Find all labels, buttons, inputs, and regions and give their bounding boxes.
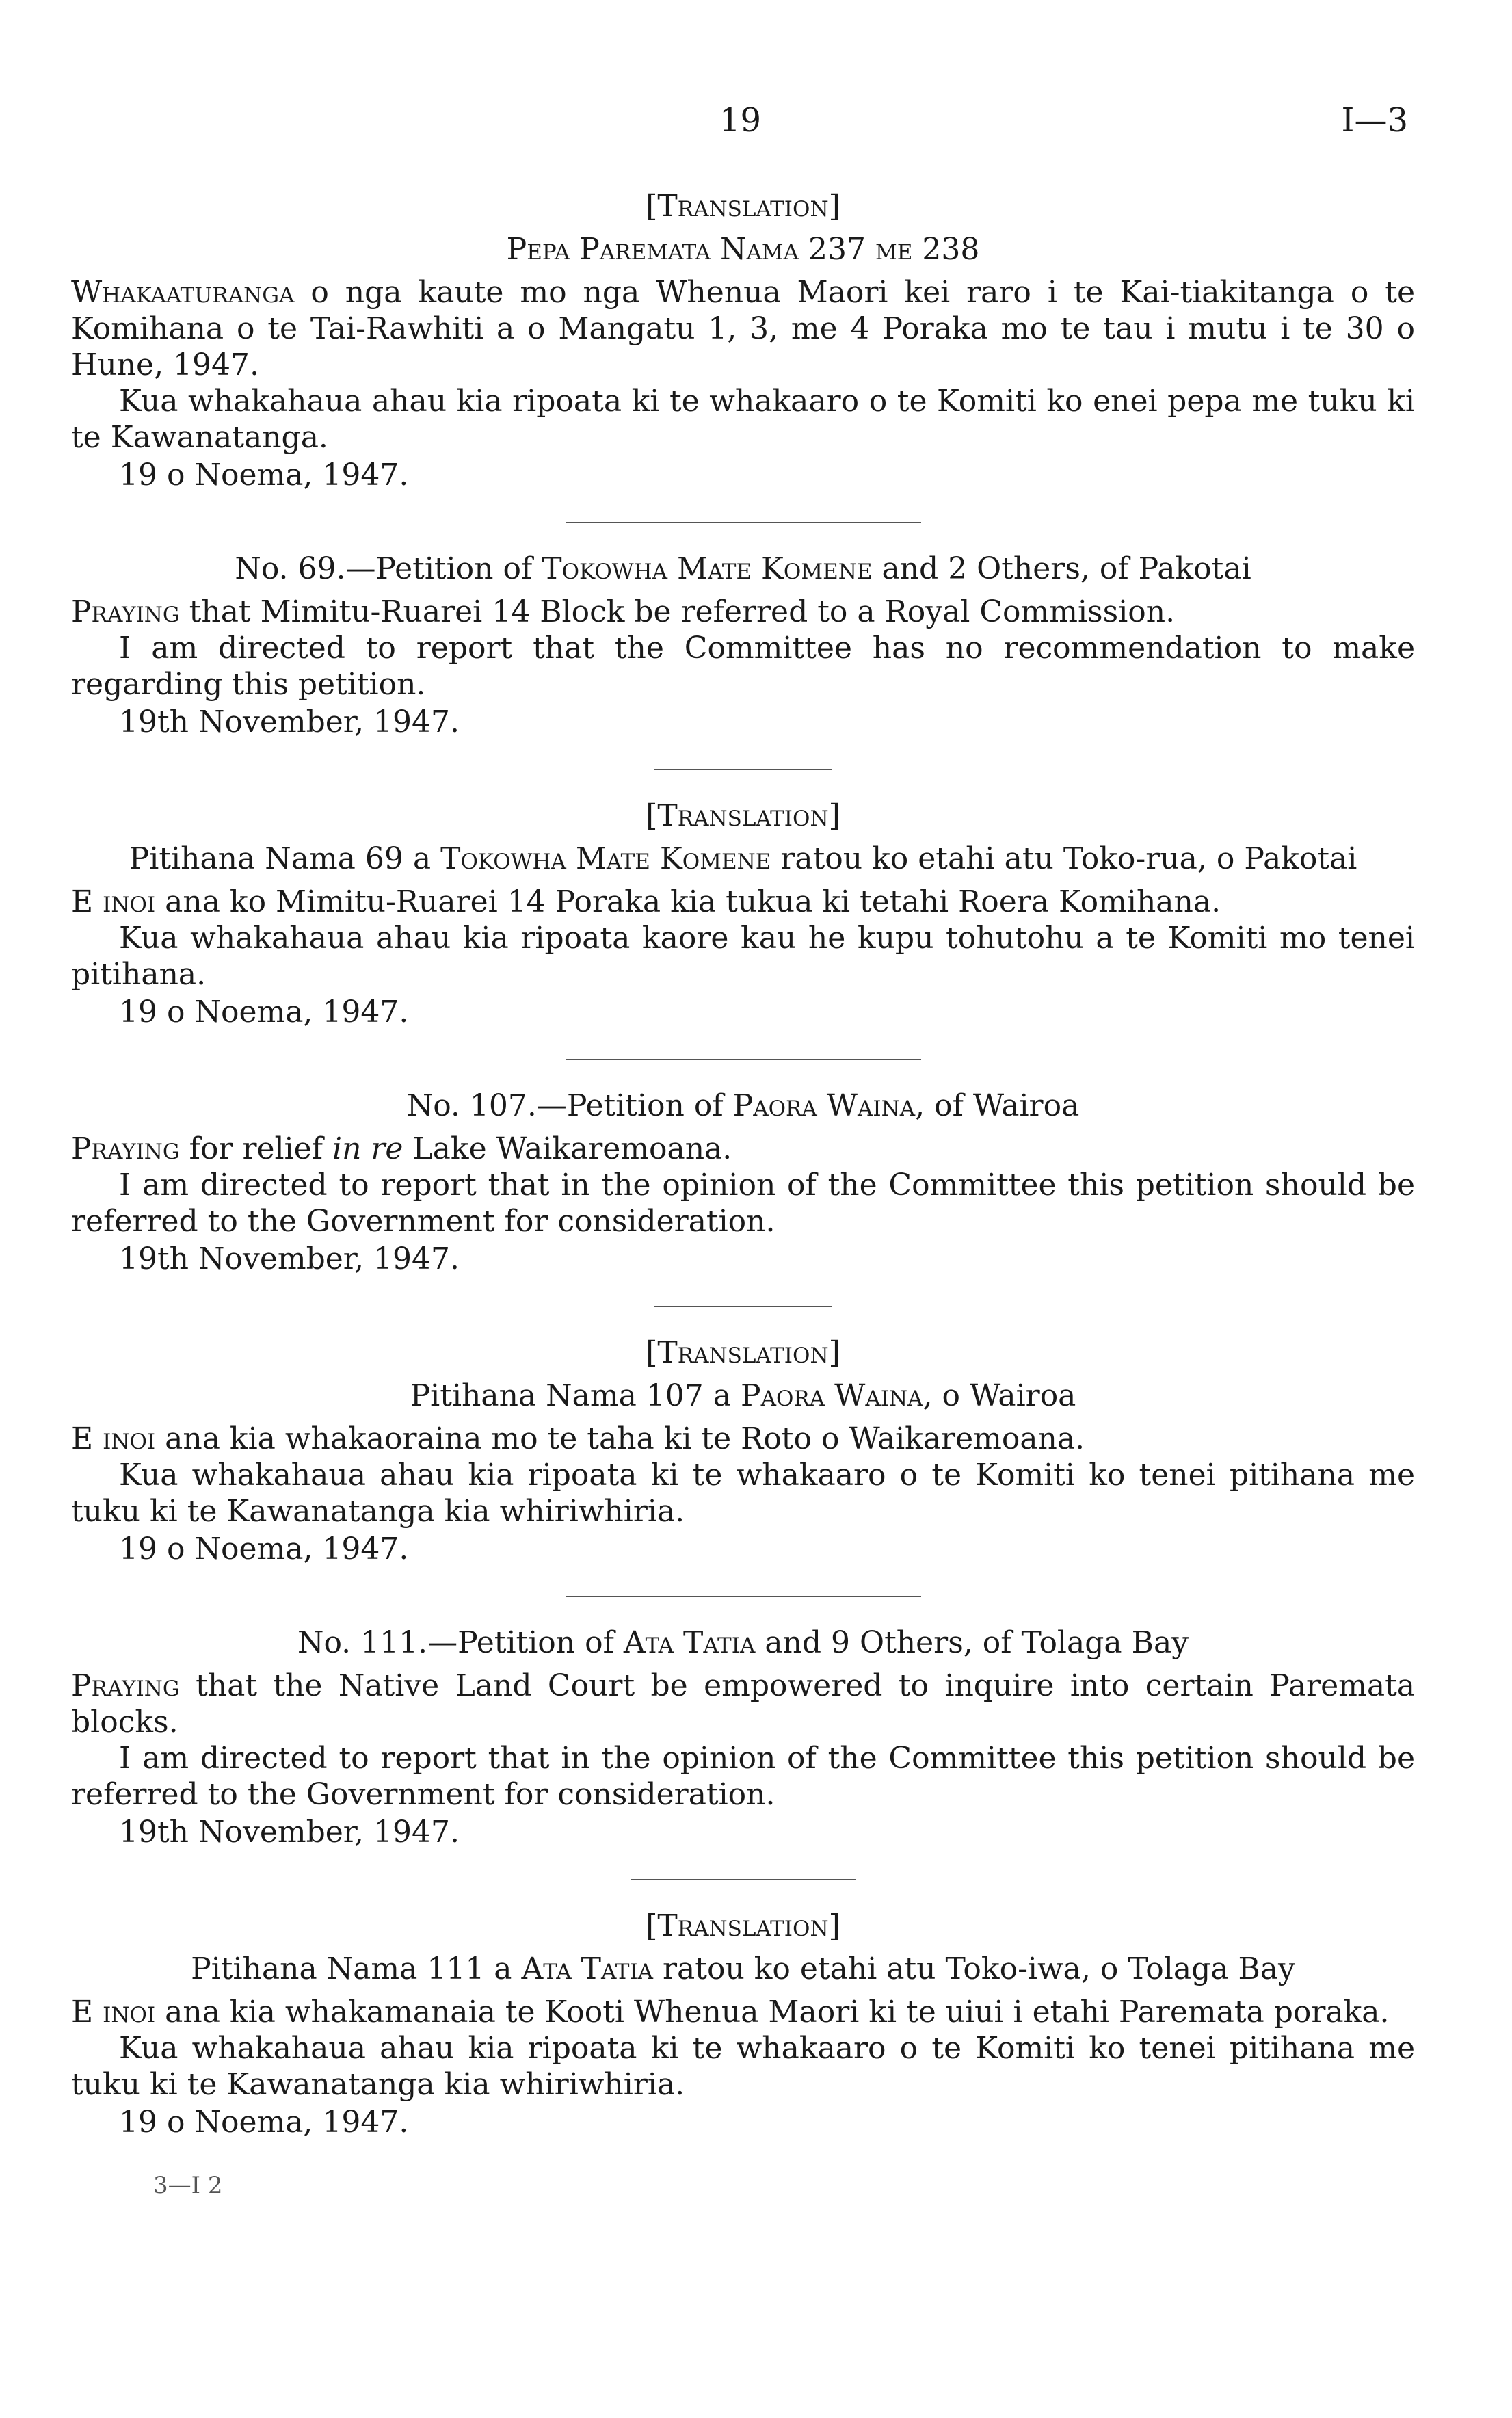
title-suffix: ratou ko etahi atu Toko-rua, o Pakotai (771, 841, 1357, 876)
lead-word: Praying (71, 594, 180, 629)
section-date: 19 o Noema, 1947. (119, 1532, 409, 1566)
section-date: 19 o Noema, 1947. (119, 458, 409, 492)
section-date: 19 o Noema, 1947. (119, 995, 409, 1029)
heading-prefix: No. 111.—Petition of (297, 1625, 624, 1660)
section-heading: [Translation] (646, 798, 840, 833)
statement-paragraph: Kua whakahaua ahau kia ripoata ki te whakaaro o te Komiti ko tenei pitihana me tuku ki te Kawanatanga kia whiriwhiria. (71, 1458, 1415, 1529)
lead-text: o nga kaute mo nga Whenua Maori kei raro i te Kai-tiakitanga o te Komihana o te Tai-Rawhiti a o Mangatu 1, 3, me 4 Poraka mo te tau i mutu i te 30 o Hune, 1947. (71, 275, 1415, 382)
heading-prefix: No. 69.—Petition of (235, 551, 542, 586)
section-divider (566, 522, 921, 523)
section-title (71, 1951, 1415, 1987)
lead-word: E inoi (71, 1995, 156, 2029)
statement-paragraph: Kua whakahaua ahau kia ripoata ki te whakaaro o te Komiti ko tenei pitihana me tuku ki te Kawanatanga kia whiriwhiria. (71, 2031, 1415, 2102)
section-divider (631, 1879, 856, 1880)
petition-107-section (71, 1088, 1415, 1277)
lead-paragraph (71, 274, 1415, 383)
petition-107-translation-section (71, 1335, 1415, 1567)
page-header (0, 103, 1512, 144)
lead-paragraph (71, 1668, 1415, 1740)
title-prefix: Pitihana Nama 69 a (129, 841, 441, 876)
lead-word: Whakaaturanga (71, 275, 295, 310)
section-heading: [Translation] (646, 189, 840, 224)
petitioner-name: Ata Tatia (521, 1952, 654, 1986)
section-divider (654, 769, 832, 770)
petition-69-section (71, 551, 1415, 740)
statement-paragraph: I am directed to report that in the opinion of the Committee this petition should be referred to the Government for consideration. (71, 1168, 1415, 1239)
section-date: 19th November, 1947. (119, 705, 460, 739)
section-divider (566, 1059, 921, 1060)
lead-paragraph (71, 1421, 1415, 1457)
document-reference: I—3 (1341, 101, 1408, 140)
section-heading: [Translation] (646, 1908, 840, 1943)
section-divider (654, 1306, 832, 1307)
statement-paragraph: I am directed to report that in the opinion of the Committee this petition should be referred to the Government for consideration. (71, 1741, 1415, 1812)
page-number: 19 (719, 101, 762, 140)
lead-paragraph (71, 1131, 1415, 1167)
petitioner-name: Tokowha Mate Komene (542, 551, 873, 586)
lead-word: E inoi (71, 884, 156, 919)
lead-text: that Mimitu-Ruarei 14 Block be referred to a Royal Commission. (179, 594, 1176, 629)
heading-prefix: No. 107.—Petition of (406, 1088, 733, 1123)
lead-text: that the Native Land Court be empowered to inquire into certain Paremata blocks. (71, 1668, 1415, 1739)
statement-paragraph: Kua whakahaua ahau kia ripoata kaore kau he kupu tohutohu a te Komiti mo tenei pitihana. (71, 921, 1415, 992)
intro-translation-section (71, 188, 1415, 493)
title-suffix: , o Wairoa (923, 1378, 1076, 1413)
section-divider (566, 1596, 921, 1597)
lead-word: E inoi (71, 1421, 156, 1456)
section-heading: [Translation] (646, 1335, 840, 1370)
section-title (71, 841, 1415, 877)
lead-italic: in re (332, 1131, 403, 1166)
title-prefix: Pitihana Nama 107 a (410, 1378, 741, 1413)
section-title (71, 1378, 1415, 1414)
heading-suffix: and 9 Others, of Tolaga Bay (755, 1625, 1189, 1660)
title-prefix: Pitihana Nama 111 a (191, 1952, 522, 1986)
petitioner-name: Tokowha Mate Komene (440, 841, 771, 876)
section-title: Pepa Paremata Nama 237 me 238 (506, 232, 980, 267)
lead-paragraph (71, 1994, 1415, 2030)
statement-paragraph: Kua whakahaua ahau kia ripoata ki te whakaaro o te Komiti ko enei pepa me tuku ki te Kawanatanga. (71, 384, 1415, 455)
lead-paragraph (71, 884, 1415, 920)
heading-suffix: and 2 Others, of Pakotai (872, 551, 1251, 586)
lead-word: Praying (71, 1668, 180, 1703)
lead-paragraph (71, 594, 1415, 630)
printer-code: 3—I 2 (153, 2172, 223, 2199)
petition-heading (71, 1625, 1415, 1661)
heading-suffix: , of Wairoa (915, 1088, 1080, 1123)
lead-text: ana ko Mimitu-Ruarei 14 Poraka kia tukua ki tetahi Roera Komihana. (155, 884, 1221, 919)
section-date: 19 o Noema, 1947. (119, 2105, 409, 2140)
lead-text: ana kia whakamanaia te Kooti Whenua Maori ki te uiui i etahi Paremata poraka. (155, 1995, 1390, 2029)
lead-word: Praying (71, 1131, 180, 1166)
petition-69-translation-section (71, 798, 1415, 1030)
petitioner-name: Paora Waina (741, 1378, 923, 1413)
lead-text: Lake Waikaremoana. (403, 1131, 732, 1166)
lead-text-mid: for relief (179, 1131, 332, 1166)
page-body (71, 188, 1415, 2204)
petition-heading (71, 1088, 1415, 1124)
section-date: 19th November, 1947. (119, 1815, 460, 1850)
statement-paragraph: I am directed to report that the Committee has no recommendation to make regarding this petition. (71, 631, 1415, 702)
petitioner-name: Ata Tatia (623, 1625, 756, 1660)
lead-text: ana kia whakaoraina mo te taha ki te Roto o Waikaremoana. (155, 1421, 1085, 1456)
title-suffix: ratou ko etahi atu Toko-iwa, o Tolaga Bay (653, 1952, 1295, 1986)
petitioner-name: Paora Waina (732, 1088, 916, 1123)
section-date: 19th November, 1947. (119, 1241, 460, 1276)
petition-heading (71, 551, 1415, 587)
petition-111-section (71, 1625, 1415, 1850)
petition-111-translation-section (71, 1908, 1415, 2140)
